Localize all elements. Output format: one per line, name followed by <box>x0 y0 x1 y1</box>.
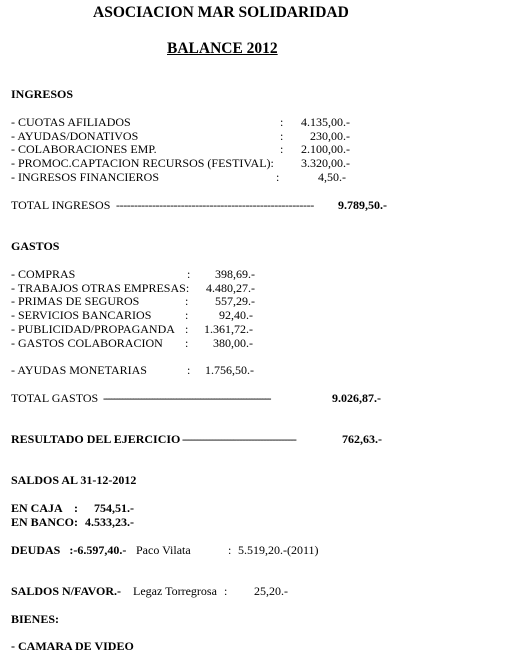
saldos-favor-colon: : <box>224 584 228 598</box>
resultado-dashes: -------------------------------------- <box>182 432 296 446</box>
ingresos-item-label: - AYUDAS/DONATIVOS <box>11 129 139 143</box>
gastos-item-label: - PUBLICIDAD/PROPAGANDA <box>11 322 175 336</box>
saldos-favor-value: 25,20.- <box>254 584 288 598</box>
ingresos-item-value: 4.135,00.- <box>301 115 350 129</box>
gastos-heading: GASTOS <box>11 239 60 253</box>
ingresos-item-colon: : <box>280 142 284 156</box>
total-ingresos-dashes: ------------------------------------------------------- <box>116 198 314 212</box>
ingresos-item-label: - PROMOC.CAPTACION RECURSOS (FESTIVAL): <box>11 156 274 170</box>
gastos-item-label: - GASTOS COLABORACION <box>11 336 163 350</box>
bienes-item: - CAMARA DE VIDEO <box>11 639 134 653</box>
gastos-item-colon: : <box>185 322 189 336</box>
ingresos-heading: INGRESOS <box>11 87 74 101</box>
gastos-item-label: - PRIMAS DE SEGUROS <box>11 294 140 308</box>
gastos-item-colon: : <box>185 294 189 308</box>
ingresos-item-value: 3.320,00.- <box>301 156 350 170</box>
ingresos-item-label: - COLABORACIONES EMP. <box>11 142 157 156</box>
ingresos-item-label: - CUOTAS AFILIADOS <box>11 115 131 129</box>
total-gastos-dashes: -------------------------------------------------------------- <box>103 391 271 405</box>
gastos-item-colon: : <box>187 267 191 281</box>
ingresos-item-colon: : <box>276 170 280 184</box>
organization-title: ASOCIACION MAR SOLIDARIDAD <box>93 4 349 21</box>
deudas-name: Paco Vilata <box>136 543 191 557</box>
saldos-favor-name: Legaz Torregrosa <box>133 584 217 598</box>
gastos-item-value: 557,29.- <box>215 294 255 308</box>
bienes-heading: BIENES: <box>11 612 60 626</box>
total-gastos-value: 9.026,87.- <box>332 391 381 405</box>
en-banco-label: EN BANCO: <box>11 515 79 529</box>
gastos-item-value: 92,40.- <box>219 308 253 322</box>
ingresos-item-value: 4,50.- <box>318 170 346 184</box>
ayudas-monetarias-value: 1.756,50.- <box>205 363 254 377</box>
gastos-item-value: 1.361,72.- <box>204 322 253 336</box>
deudas-colon: : <box>228 543 232 557</box>
en-caja-value: 754,51.- <box>94 501 134 515</box>
en-caja-label: EN CAJA : <box>11 501 79 515</box>
gastos-item-label: - TRABAJOS OTRAS EMPRESAS: <box>11 281 190 295</box>
gastos-item-label: - SERVICIOS BANCARIOS <box>11 308 152 322</box>
balance-title: BALANCE 2012 <box>167 40 278 57</box>
ingresos-item-colon: : <box>280 129 284 143</box>
ingresos-item-label: - INGRESOS FINANCIEROS <box>11 170 160 184</box>
gastos-item-colon: : <box>185 308 189 322</box>
resultado-value: 762,63.- <box>342 432 382 446</box>
saldos-heading: SALDOS AL 31-12-2012 <box>11 473 137 487</box>
total-gastos-label: TOTAL GASTOS <box>11 391 99 405</box>
gastos-item-value: 398,69.- <box>215 267 255 281</box>
en-banco-value: 4.533,23.- <box>85 515 134 529</box>
total-ingresos-value: 9.789,50.- <box>338 198 387 212</box>
saldos-favor-label: SALDOS N/FAVOR.- <box>11 584 121 598</box>
deudas-label: DEUDAS :-6.597,40.- <box>11 543 127 557</box>
gastos-item-label: - COMPRAS <box>11 267 76 281</box>
deudas-value: 5.519,20.-(2011) <box>238 543 319 557</box>
ingresos-item-value: 230,00.- <box>310 129 350 143</box>
ingresos-item-value: 2.100,00.- <box>301 142 350 156</box>
resultado-label: RESULTADO DEL EJERCICIO <box>11 432 181 446</box>
ayudas-monetarias-label: - AYUDAS MONETARIAS <box>11 363 147 377</box>
ingresos-item-colon: : <box>280 115 284 129</box>
gastos-item-value: 4.480,27.- <box>206 281 255 295</box>
ayudas-monetarias-colon: : <box>187 363 191 377</box>
gastos-item-colon: : <box>185 336 189 350</box>
gastos-item-value: 380,00.- <box>213 336 253 350</box>
total-ingresos-label: TOTAL INGRESOS <box>11 198 111 212</box>
